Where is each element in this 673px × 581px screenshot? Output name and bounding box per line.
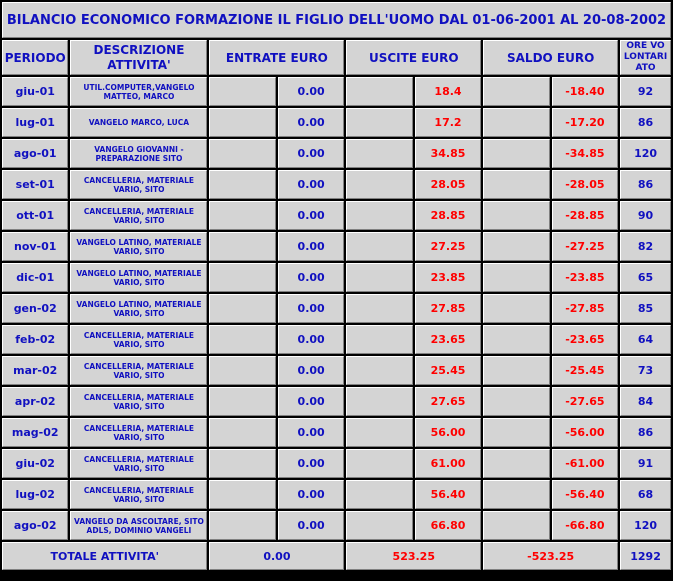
periodo-cell: lug-01: [2, 108, 68, 137]
uscite-cell: 23.85: [415, 263, 481, 292]
periodo-cell: set-01: [2, 170, 68, 199]
saldo-cell: -18.40: [552, 77, 618, 106]
saldo-spacer-cell: [483, 511, 549, 540]
uscite-cell: 28.05: [415, 170, 481, 199]
descrizione-cell: UTIL.COMPUTER,VANGELO MATTEO, MARCO: [70, 77, 207, 106]
entrate-cell: 0.00: [278, 511, 344, 540]
entrate-spacer-cell: [209, 356, 275, 385]
table-row: [2, 387, 671, 416]
ore-cell: 120: [620, 511, 671, 540]
header-entrate: ENTRATE EURO: [209, 40, 344, 75]
uscite-cell: 56.00: [415, 418, 481, 447]
uscite-cell: 61.00: [415, 449, 481, 478]
entrate-spacer-cell: [209, 139, 275, 168]
entrate-spacer-cell: [209, 294, 275, 323]
saldo-spacer-cell: [483, 387, 549, 416]
uscite-cell: 27.65: [415, 387, 481, 416]
uscite-spacer-cell: [346, 480, 412, 509]
uscite-cell: 27.85: [415, 294, 481, 323]
descrizione-cell: CANCELLERIA, MATERIALE VARIO, SITO: [70, 356, 207, 385]
table-row: [2, 418, 671, 447]
header-periodo: PERIODO: [2, 40, 68, 75]
table-row: [2, 232, 671, 261]
ore-cell: 64: [620, 325, 671, 354]
saldo-spacer-cell: [483, 139, 549, 168]
saldo-cell: -66.80: [552, 511, 618, 540]
ore-cell: 86: [620, 418, 671, 447]
periodo-cell: apr-02: [2, 387, 68, 416]
table-row: [2, 108, 671, 137]
uscite-spacer-cell: [346, 387, 412, 416]
ore-cell: 91: [620, 449, 671, 478]
saldo-spacer-cell: [483, 480, 549, 509]
table-row: [2, 263, 671, 292]
descrizione-cell: VANGELO GIOVANNI - PREPARAZIONE SITO: [70, 139, 207, 168]
saldo-cell: -56.40: [552, 480, 618, 509]
entrate-cell: 0.00: [278, 263, 344, 292]
total-entrate: 0.00: [209, 542, 344, 570]
periodo-cell: lug-02: [2, 480, 68, 509]
table-row: [2, 201, 671, 230]
entrate-cell: 0.00: [278, 325, 344, 354]
ore-cell: 84: [620, 387, 671, 416]
saldo-spacer-cell: [483, 356, 549, 385]
entrate-cell: 0.00: [278, 77, 344, 106]
table-row: [2, 139, 671, 168]
saldo-cell: -28.85: [552, 201, 618, 230]
descrizione-cell: VANGELO LATINO, MATERIALE VARIO, SITO: [70, 232, 207, 261]
header-row: [2, 40, 671, 75]
descrizione-cell: VANGELO LATINO, MATERIALE VARIO, SITO: [70, 294, 207, 323]
ore-cell: 86: [620, 170, 671, 199]
saldo-spacer-cell: [483, 201, 549, 230]
ore-cell: 65: [620, 263, 671, 292]
total-row: [2, 542, 671, 570]
total-label: TOTALE ATTIVITA': [2, 542, 207, 570]
periodo-cell: mag-02: [2, 418, 68, 447]
entrate-spacer-cell: [209, 232, 275, 261]
entrate-cell: 0.00: [278, 356, 344, 385]
uscite-cell: 23.65: [415, 325, 481, 354]
entrate-cell: 0.00: [278, 108, 344, 137]
ore-cell: 92: [620, 77, 671, 106]
saldo-spacer-cell: [483, 108, 549, 137]
saldo-cell: -27.25: [552, 232, 618, 261]
saldo-spacer-cell: [483, 418, 549, 447]
header-descrizione: [70, 40, 207, 75]
descrizione-cell: CANCELLERIA, MATERIALE VARIO, SITO: [70, 201, 207, 230]
header-descrizione-text: DESCRIZIONE ATTIVITA': [93, 42, 185, 72]
uscite-cell: 66.80: [415, 511, 481, 540]
entrate-cell: 0.00: [278, 201, 344, 230]
entrate-cell: 0.00: [278, 418, 344, 447]
uscite-spacer-cell: [346, 356, 412, 385]
uscite-cell: 28.85: [415, 201, 481, 230]
saldo-cell: -23.85: [552, 263, 618, 292]
header-uscite: USCITE EURO: [346, 40, 481, 75]
uscite-cell: 56.40: [415, 480, 481, 509]
uscite-spacer-cell: [346, 201, 412, 230]
header-ore-text: ORE VOLONTARIATO: [623, 41, 668, 73]
uscite-cell: 18.4: [415, 77, 481, 106]
entrate-spacer-cell: [209, 480, 275, 509]
uscite-cell: 25.45: [415, 356, 481, 385]
table-row: [2, 449, 671, 478]
saldo-cell: -17.20: [552, 108, 618, 137]
data-rows: [2, 77, 671, 540]
descrizione-cell: VANGELO MARCO, LUCA: [70, 108, 207, 137]
saldo-cell: -27.65: [552, 387, 618, 416]
total-saldo: -523.25: [483, 542, 618, 570]
saldo-cell: -25.45: [552, 356, 618, 385]
uscite-spacer-cell: [346, 325, 412, 354]
uscite-spacer-cell: [346, 294, 412, 323]
entrate-cell: 0.00: [278, 170, 344, 199]
descrizione-cell: CANCELLERIA, MATERIALE VARIO, SITO: [70, 387, 207, 416]
periodo-cell: mar-02: [2, 356, 68, 385]
ore-cell: 120: [620, 139, 671, 168]
uscite-spacer-cell: [346, 449, 412, 478]
entrate-spacer-cell: [209, 387, 275, 416]
saldo-spacer-cell: [483, 77, 549, 106]
saldo-spacer-cell: [483, 449, 549, 478]
ore-cell: 90: [620, 201, 671, 230]
ore-cell: 82: [620, 232, 671, 261]
descrizione-cell: CANCELLERIA, MATERIALE VARIO, SITO: [70, 325, 207, 354]
descrizione-cell: CANCELLERIA, MATERIALE VARIO, SITO: [70, 170, 207, 199]
table-row: [2, 480, 671, 509]
header-saldo: SALDO EURO: [483, 40, 618, 75]
entrate-spacer-cell: [209, 263, 275, 292]
periodo-cell: ott-01: [2, 201, 68, 230]
table-row: [2, 77, 671, 106]
uscite-spacer-cell: [346, 170, 412, 199]
periodo-cell: feb-02: [2, 325, 68, 354]
total-ore: 1292: [620, 542, 671, 570]
entrate-spacer-cell: [209, 418, 275, 447]
descrizione-cell: VANGELO DA ASCOLTARE, SITO ADLS, DOMINIO VANGELI: [70, 511, 207, 540]
table-title: BILANCIO ECONOMICO FORMAZIONE IL FIGLIO DELL'UOMO DAL 01-06-2001 AL 20-08-2002: [2, 2, 671, 38]
entrate-cell: 0.00: [278, 387, 344, 416]
uscite-spacer-cell: [346, 263, 412, 292]
uscite-cell: 27.25: [415, 232, 481, 261]
entrate-cell: 0.00: [278, 449, 344, 478]
saldo-cell: -28.05: [552, 170, 618, 199]
uscite-spacer-cell: [346, 418, 412, 447]
periodo-cell: giu-01: [2, 77, 68, 106]
uscite-spacer-cell: [346, 232, 412, 261]
saldo-spacer-cell: [483, 232, 549, 261]
descrizione-cell: VANGELO LATINO, MATERIALE VARIO, SITO: [70, 263, 207, 292]
entrate-cell: 0.00: [278, 480, 344, 509]
entrate-spacer-cell: [209, 325, 275, 354]
entrate-cell: 0.00: [278, 294, 344, 323]
saldo-cell: -34.85: [552, 139, 618, 168]
saldo-cell: -23.65: [552, 325, 618, 354]
periodo-cell: giu-02: [2, 449, 68, 478]
saldo-spacer-cell: [483, 263, 549, 292]
uscite-cell: 17.2: [415, 108, 481, 137]
uscite-spacer-cell: [346, 108, 412, 137]
entrate-spacer-cell: [209, 108, 275, 137]
uscite-spacer-cell: [346, 139, 412, 168]
saldo-spacer-cell: [483, 294, 549, 323]
entrate-spacer-cell: [209, 449, 275, 478]
periodo-cell: dic-01: [2, 263, 68, 292]
saldo-cell: -61.00: [552, 449, 618, 478]
header-ore: [620, 40, 671, 75]
table-row: [2, 356, 671, 385]
saldo-spacer-cell: [483, 170, 549, 199]
uscite-spacer-cell: [346, 77, 412, 106]
ore-cell: 86: [620, 108, 671, 137]
entrate-spacer-cell: [209, 170, 275, 199]
descrizione-cell: CANCELLERIA, MATERIALE VARIO, SITO: [70, 418, 207, 447]
table-row: [2, 511, 671, 540]
entrate-cell: 0.00: [278, 232, 344, 261]
table-row: [2, 170, 671, 199]
table-row: [2, 294, 671, 323]
periodo-cell: nov-01: [2, 232, 68, 261]
periodo-cell: ago-02: [2, 511, 68, 540]
descrizione-cell: CANCELLERIA, MATERIALE VARIO, SITO: [70, 480, 207, 509]
uscite-cell: 34.85: [415, 139, 481, 168]
descrizione-cell: CANCELLERIA, MATERIALE VARIO, SITO: [70, 449, 207, 478]
saldo-cell: -27.85: [552, 294, 618, 323]
entrate-spacer-cell: [209, 201, 275, 230]
entrate-spacer-cell: [209, 511, 275, 540]
title-row: [2, 2, 671, 38]
table-row: [2, 325, 671, 354]
saldo-spacer-cell: [483, 325, 549, 354]
periodo-cell: ago-01: [2, 139, 68, 168]
total-uscite: 523.25: [346, 542, 481, 570]
ore-cell: 73: [620, 356, 671, 385]
uscite-spacer-cell: [346, 511, 412, 540]
ore-cell: 85: [620, 294, 671, 323]
ore-cell: 68: [620, 480, 671, 509]
entrate-spacer-cell: [209, 77, 275, 106]
saldo-cell: -56.00: [552, 418, 618, 447]
periodo-cell: gen-02: [2, 294, 68, 323]
entrate-cell: 0.00: [278, 139, 344, 168]
